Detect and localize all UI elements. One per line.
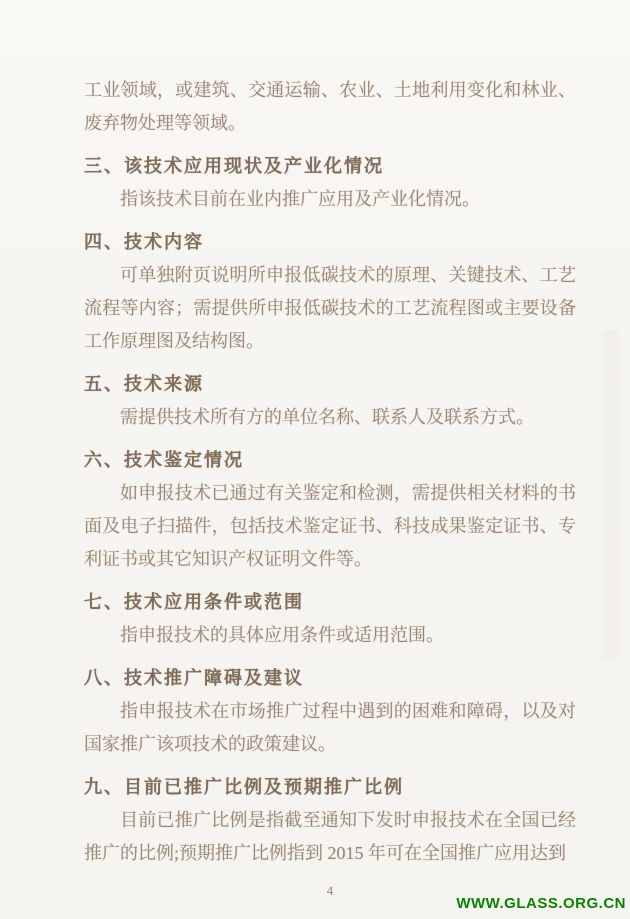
section-9-paragraph: 目前已推广比例是指截至通知下发时申报技术在全国已经推广的比例;预期推广比例指到 2015 年可在全国推广应用达到 (84, 810, 576, 863)
document-content (84, 74, 576, 870)
section-4 (84, 226, 576, 358)
section-7-paragraph: 指申报技术的具体应用条件或适用范围。 (120, 625, 444, 645)
section-4-heading: 四、技术内容 (84, 232, 204, 252)
section-8 (84, 662, 576, 761)
section-8-heading: 八、技术推广障碍及建议 (84, 668, 304, 688)
section-7 (84, 586, 576, 652)
section-5-heading: 五、技术来源 (84, 374, 204, 394)
section-6-paragraph: 如申报技术已通过有关鉴定和检测，需提供相关材料的书面及电子扫描件，包括技术鉴定证书、科技成果鉴定证书、专利证书或其它知识产权证明文件等。 (84, 483, 576, 569)
section-5-paragraph: 需提供技术所有方的单位名称、联系人及联系方式。 (120, 407, 534, 427)
section-6 (84, 444, 576, 576)
page-number: 4 (326, 883, 334, 898)
section-7-heading: 七、技术应用条件或范围 (84, 592, 304, 612)
section-6-heading: 六、技术鉴定情况 (84, 450, 244, 470)
section-3-heading: 三、该技术应用现状及产业化情况 (84, 156, 384, 176)
section-3-paragraph: 指该技术目前在业内推广应用及产业化情况。 (120, 189, 480, 209)
section-8-paragraph: 指申报技术在市场推广过程中遇到的困难和障碍，以及对国家推广该项技术的政策建议。 (84, 701, 576, 754)
section-4-paragraph: 可单独附页说明所申报低碳技术的原理、关键技术、工艺流程等内容；需提供所申报低碳技术的工艺流程图或主要设备工作原理图及结构图。 (84, 265, 576, 351)
section-3 (84, 150, 576, 216)
section-9-heading: 九、目前已推广比例及预期推广比例 (84, 777, 404, 797)
section-5 (84, 368, 576, 434)
website-watermark: WWW.GLASS.ORG.CN (456, 895, 626, 912)
intro-paragraph-continuation: 工业领域，或建筑、交通运输、农业、土地利用变化和林业、废弃物处理等领域。 (84, 80, 576, 133)
section-9 (84, 771, 576, 870)
